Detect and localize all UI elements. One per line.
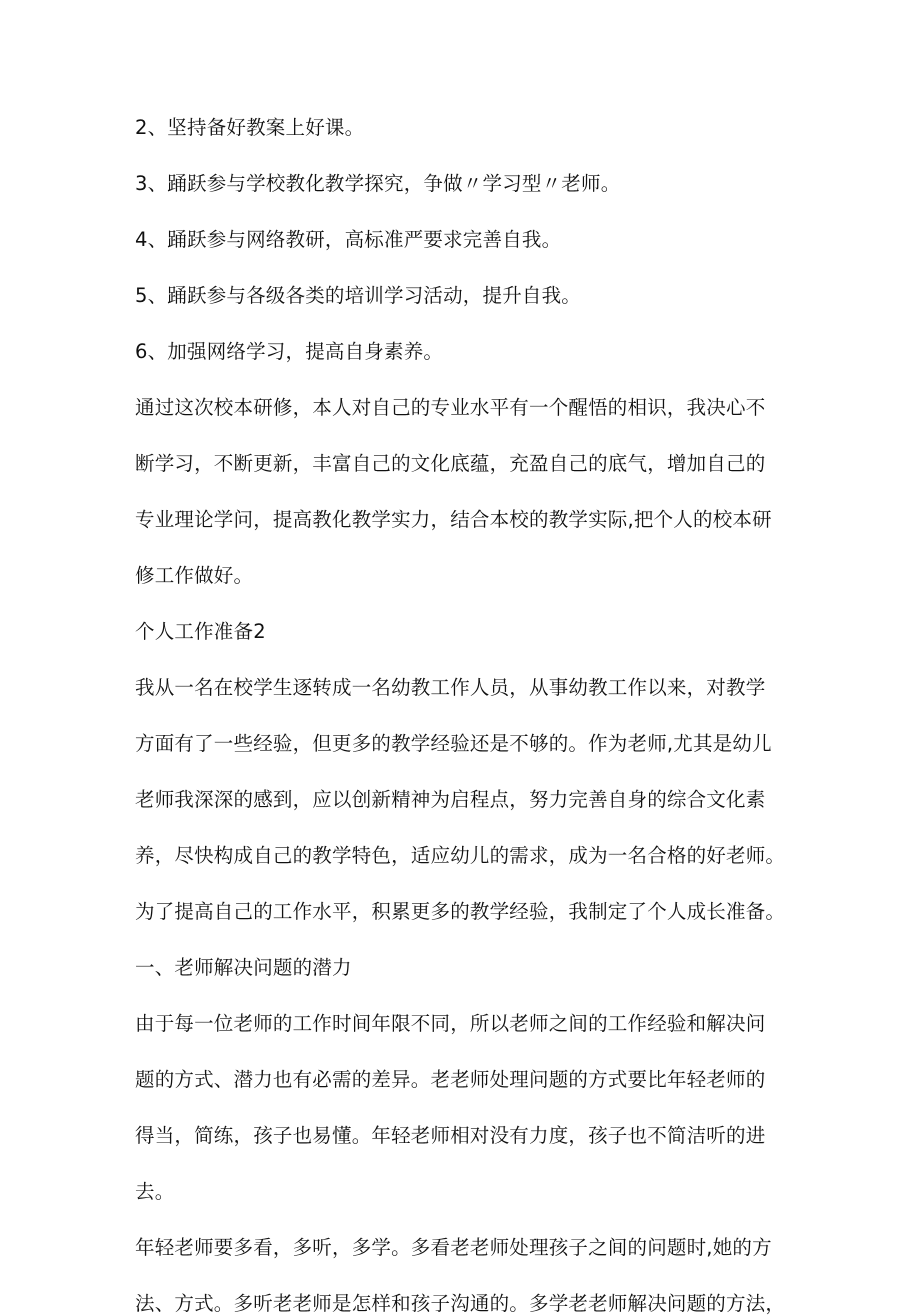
paragraph-line: 通过这次校本研修，本人对自己的专业水平有一个醒悟的相识，我决心不 — [135, 396, 766, 419]
paragraph-advice — [135, 1236, 805, 1316]
paragraph-line: 修工作做好。 — [135, 564, 254, 587]
paragraph-experience — [135, 1012, 805, 1204]
paragraph-line: 养，尽快构成自己的教学特色，适应幼儿的需求，成为一名合格的好老师。 — [135, 844, 786, 867]
paragraph-reflection — [135, 396, 805, 588]
paragraph-line: 专业理论学问，提高教化教学实力，结合本校的教学实际,把个人的校本研 — [135, 508, 772, 531]
paragraph-line: 得当，简练，孩子也易懂。年轻老师相对没有力度，孩子也不简洁听的进 — [135, 1124, 766, 1147]
list-item: 5、踊跃参与各级各类的培训学习活动，提升自我。 — [135, 284, 582, 307]
paragraph-line: 去。 — [135, 1180, 175, 1203]
list-item: 4、踊跃参与网络教研，高标准严要求完善自我。 — [135, 228, 562, 251]
paragraph-intro — [135, 676, 805, 924]
list-item: 2、坚持备好教案上好课。 — [135, 116, 365, 139]
list-item: 3、踊跃参与学校教化教学探究，争做〃学习型〃老师。 — [135, 172, 621, 195]
paragraph-line: 断学习，不断更新，丰富自己的文化底蕴，充盈自己的底气，增加自己的 — [135, 452, 766, 475]
paragraph-line: 方面有了一些经验，但更多的教学经验还是不够的。作为老师,尤其是幼儿 — [135, 732, 772, 755]
paragraph-line: 由于每一位老师的工作时间年限不同，所以老师之间的工作经验和解决问 — [135, 1012, 766, 1035]
section-heading: 个人工作准备2 — [135, 620, 266, 643]
section-title: 一、老师解决问题的潜力 — [135, 956, 352, 979]
paragraph-line: 法、方式。多听老老师是怎样和孩子沟通的。多学老老师解决问题的方法， — [135, 1292, 786, 1315]
paragraph-line: 题的方式、潜力也有必需的差异。老老师处理问题的方式要比年轻老师的 — [135, 1068, 766, 1091]
document-body — [135, 116, 805, 1316]
paragraph-line: 年轻老师要多看，多听，多学。多看老老师处理孩子之间的问题时,她的方 — [135, 1236, 772, 1259]
paragraph-line: 老师我深深的感到，应以创新精神为启程点，努力完善自身的综合文化素 — [135, 788, 766, 811]
list-item: 6、加强网络学习，提高自身素养。 — [135, 340, 444, 363]
paragraph-line: 我从一名在校学生逐转成一名幼教工作人员，从事幼教工作以来，对教学 — [135, 676, 766, 699]
paragraph-line: 为了提高自己的工作水平，积累更多的教学经验，我制定了个人成长准备。 — [135, 900, 786, 923]
